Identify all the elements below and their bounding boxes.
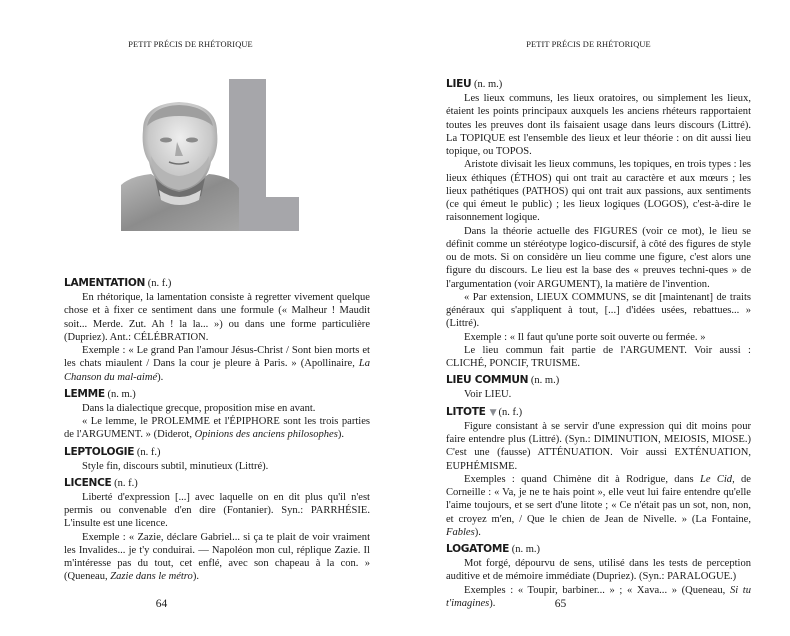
cited-work: Zazie dans le métro: [110, 571, 193, 583]
right-page: [395, 0, 790, 636]
triangle-down-icon: ▼: [489, 407, 497, 418]
definition: Style fin, discours subtil, minutieux (Littré).: [82, 460, 269, 472]
definition: Dans la théorie actuelle des FIGURES (voir ce mot), le lieu se définit comme un stéréotype logico-discursif, à côté des figures de style ou de mots. Si on considère un lieu comme une figure, c'est alors une figure du discours. Le lieu est la base des « preuves techni-ques » de l'argumentation (voir ARGUMENT), la matière de l'invention.: [446, 225, 751, 290]
running-head: PETIT PRÉCIS DE RHÉTORIQUE: [526, 40, 651, 49]
grammatical-category: (n. m.): [511, 544, 540, 555]
definition: Dans la dialectique grecque, proposition mise en avant.: [82, 402, 316, 414]
entry-leptologie: [64, 445, 370, 473]
headword: LIEU: [446, 78, 472, 90]
example: Exemple : « Il faut qu'une porte soit ouverte ou fermée. »: [464, 331, 706, 343]
entry-licence: [64, 476, 370, 584]
grammatical-category: (n. f.): [136, 446, 161, 458]
definition: Les lieux communs, les lieux oratoires, ou simplement les lieux, étaient les points principaux auxquels les anciens rhéteurs rapportaient toutes les preuves dont ils faisaient usage dans leurs discours (Littré). La TOPIQUE est l'ensemble des lieux et leur théorie : on dit aussi lieu topique, ou TOPOS.: [446, 93, 751, 157]
grammatical-category: (n. f.): [498, 406, 523, 418]
definition: Aristote divisait les lieux communs, les topiques, en trois types : les lieux éthiques (ÉTHOS) qui ont trait au caractère et aux mœurs ; les lieux pathétiques (PATHOS) qui ont trait aux passions, aux sentiments (ce qui émeut le public) ; les lieux logiques (LOGOS), c'est-à-dire le raisonnement logique.: [446, 159, 751, 224]
entry-lieu-commun: [446, 373, 751, 401]
entry-lemme: [64, 387, 370, 442]
cited-work: Si tu t'imagines: [446, 584, 751, 609]
headword: LAMENTATION: [64, 277, 146, 289]
grammatical-category: (n. f.): [114, 477, 138, 489]
entry-lieu: [446, 77, 751, 370]
grammatical-category: (n. m.): [473, 79, 503, 90]
example: « Le lemme, le PROLEMME et l'ÉPIPHORE sont les trois parties de l'ARGUMENT. » (Diderot, Opinions des anciens philosophes).: [64, 416, 370, 441]
definition: Mot forgé, dépourvu de sens, utilisé dans les tests de perception auditive et de mémoire immédiate (Dupriez). (Syn.: PARALOGUE.): [446, 558, 751, 583]
headword: LEMME: [64, 387, 105, 400]
chapter-illustration: [121, 79, 299, 240]
grammatical-category: (n. m.): [530, 375, 560, 387]
cited-work: Opinions des anciens philosophes: [194, 429, 338, 441]
page-number: 65: [554, 598, 567, 610]
headword: LITOTE: [446, 405, 486, 418]
page-number: 64: [155, 598, 168, 610]
cross-reference: Le lieu commun fait partie de l'ARGUMENT. Voir aussi : CLICHÉ, PONCIF, TRUISME.: [446, 344, 751, 369]
definition: En rhétorique, la lamentation consiste à regretter vivement quelque chose et à fixer ce sentiment dans une formule (« Malheur ! Maudit soit... Merde. Zut. Ah ! la la... ») ou dans une forme particulière (Dupriez). Ant.: CÉLÉBRATION.: [64, 292, 370, 343]
example: Exemples : quand Chimène dit à Rodrigue, dans Le Cid, de Corneille : « Va, je ne te hais point », elle veut lui faire entendre qu'elle l'aime toujours, et se sert d'une litote ; « Ce n'était pas un sot, non, non, et croyez m'en, / Que le chien de Jean de Nivelle. » (La Fontaine, Fables).: [446, 473, 751, 538]
headword: LEPTOLOGIE: [64, 445, 135, 458]
headword: LIEU COMMUN: [446, 374, 529, 387]
cited-work: Le Cid: [699, 473, 733, 485]
quotation: « Par extension, LIEUX COMMUNS, se dit [maintenant] de traits généraux qui s'appliquent à tout, [...] d'idées usées, rebattues... » (Littré).: [446, 291, 751, 330]
example: Exemples : « Toupir, barbiner... » ; « Xava... » (Queneau, Si tu t'imagines).: [446, 584, 751, 609]
grammatical-category: (n. m.): [107, 388, 136, 400]
definition: Figure consistant à se servir d'une expression qui dit moins pour faire entendre plus (Littré). (Syn.: DIMINUTION, MEIOSIS, MIOSE.) C'est une (fausse) ATTÉNUATION. Voir aussi EXTÉNUATION, EUPHÉMISME.: [446, 420, 751, 472]
cross-reference: Voir LIEU.: [464, 389, 512, 401]
entry-litote: [446, 405, 751, 540]
cited-work: Fables: [446, 526, 475, 538]
headword: LOGATOME: [446, 543, 510, 555]
drop-letter-l-foot: [229, 197, 299, 231]
definition: Liberté d'expression [...] avec laquelle on en dit plus qu'il n'est permis ou convenable d'en dire (Fontanier). Syn.: PARRHÉSIE. L'insulte est une licence.: [64, 491, 370, 530]
dictionary-text-left: [64, 276, 370, 587]
grammatical-category: (n. f.): [147, 278, 172, 289]
headword: LICENCE: [64, 476, 112, 489]
entry-lamentation: [64, 276, 370, 384]
dictionary-text-right: [446, 77, 751, 613]
example: Exemple : « Zazie, déclare Gabriel... si ça te plait de voir vraiment les Invalides... je t'y conduirai. — Napoléon mon cul, réplique Zazie. Il m'intéresse pas du tout, cet enflé, avec son chapeau à la con. » (Queneau, Zazie dans le métro).: [64, 531, 370, 583]
cited-work: La Chanson du mal-aimé: [64, 358, 370, 383]
aristotle-bust-image: [121, 100, 239, 231]
example: Exemple : « Le grand Pan l'amour Jésus-Christ / Sont bien morts et les chats miaulent / Dans la cour je pleure à Paris. » (Apollinaire, La Chanson du mal-aimé).: [64, 345, 370, 383]
running-head: PETIT PRÉCIS DE RHÉTORIQUE: [128, 40, 253, 49]
